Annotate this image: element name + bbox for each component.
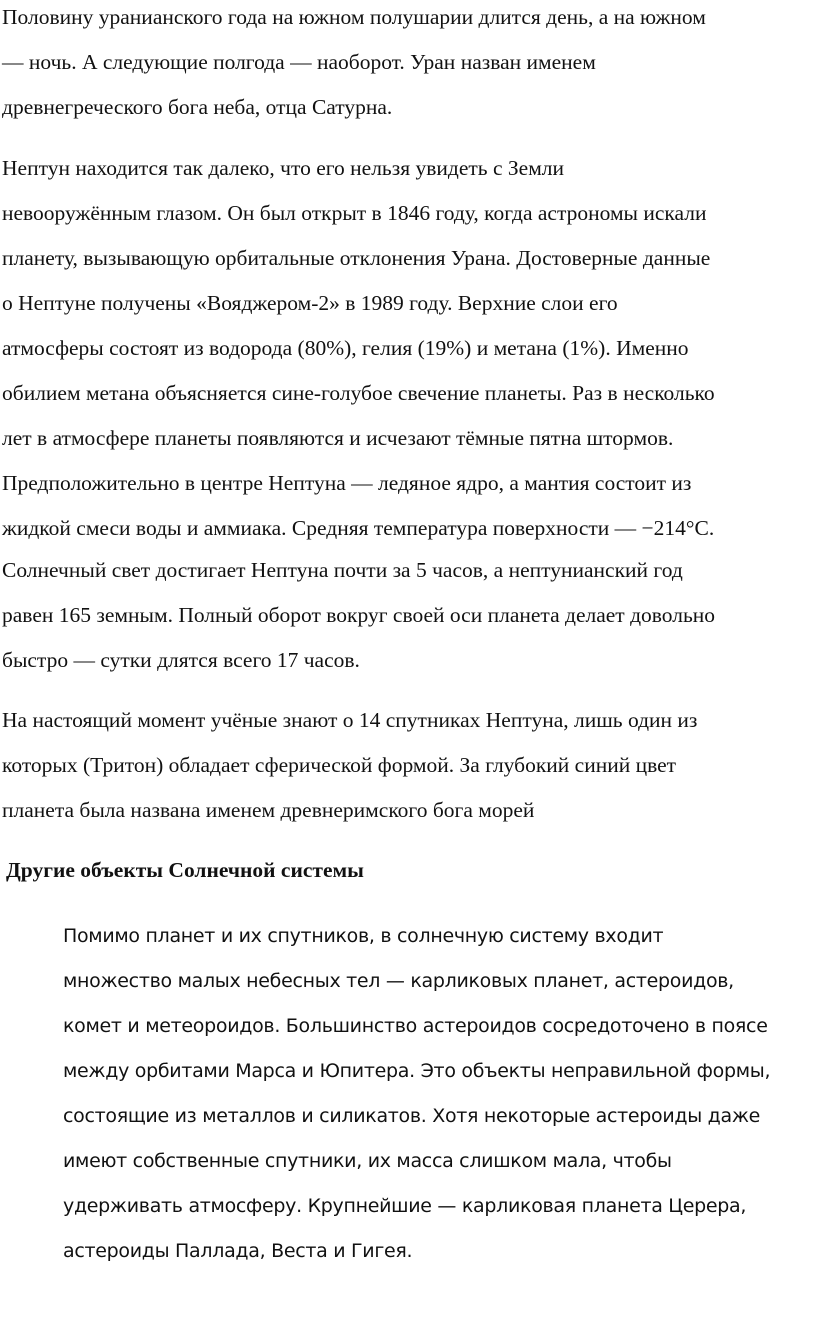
text-line: планета была названа именем древнеримского бога морей xyxy=(2,798,535,822)
paragraph-sunlight xyxy=(0,548,816,683)
paragraph-moons xyxy=(0,698,816,833)
text-line: которых (Тритон) обладает сферической формой. За глубокий синий цвет xyxy=(2,753,677,777)
paragraph-neptune xyxy=(0,146,816,551)
text-line: Солнечный свет достигает Нептуна почти за 5 часов, а нептунианский год xyxy=(2,558,683,582)
paragraph-other-objects xyxy=(63,914,813,1274)
text-line: Нептун находится так далеко, что его нельзя увидеть с Земли xyxy=(2,156,565,180)
text-line: Половину уранианского года на южном полушарии длится день, а на южном xyxy=(2,5,706,29)
section-heading: Другие объекты Солнечной системы xyxy=(6,858,364,882)
text-line: состоящие из металлов и силикатов. Хотя некоторые астероиды даже xyxy=(63,1105,761,1127)
text-line: жидкой смеси воды и аммиака. Средняя температура поверхности — −214°С. xyxy=(2,516,715,540)
text-line: быстро — сутки длятся всего 17 часов. xyxy=(2,648,360,672)
text-line: комет и метеороидов. Большинство астероидов сосредоточено в поясе xyxy=(63,1015,768,1037)
text-line: множество малых небесных тел — карликовых планет, астероидов, xyxy=(63,970,734,992)
text-line: древнегреческого бога неба, отца Сатурна. xyxy=(2,95,393,119)
text-line: На настоящий момент учёные знают о 14 спутниках Нептуна, лишь один из xyxy=(2,708,698,732)
paragraph-uranus-end xyxy=(0,0,816,130)
text-line: Предположительно в центре Нептуна — ледяное ядро, а мантия состоит из xyxy=(2,471,692,495)
text-line: астероиды Паллада, Веста и Гигея. xyxy=(63,1240,413,1262)
text-line: атмосферы состоят из водорода (80%), гелия (19%) и метана (1%). Именно xyxy=(2,336,689,360)
text-line: равен 165 земным. Полный оборот вокруг своей оси планета делает довольно xyxy=(2,603,716,627)
text-line: между орбитами Марса и Юпитера. Это объекты неправильной формы, xyxy=(63,1060,771,1082)
text-line: имеют собственные спутники, их масса слишком мала, чтобы xyxy=(63,1150,672,1172)
text-line: Помимо планет и их спутников, в солнечную систему входит xyxy=(63,925,664,947)
text-line: лет в атмосфере планеты появляются и исчезают тёмные пятна штормов. xyxy=(2,426,674,450)
text-line: о Нептуне получены «Вояджером-2» в 1989 году. Верхние слои его xyxy=(2,291,618,315)
text-line: обилием метана объясняется сине-голубое свечение планеты. Раз в несколько xyxy=(2,381,715,405)
text-line: — ночь. А следующие полгода — наоборот. Уран назван именем xyxy=(2,50,596,74)
text-line: планету, вызывающую орбитальные отклонения Урана. Достоверные данные xyxy=(2,246,711,270)
text-line: удерживать атмосферу. Крупнейшие — карликовая планета Церера, xyxy=(63,1195,747,1217)
text-line: невооружённым глазом. Он был открыт в 1846 году, когда астрономы искали xyxy=(2,201,707,225)
